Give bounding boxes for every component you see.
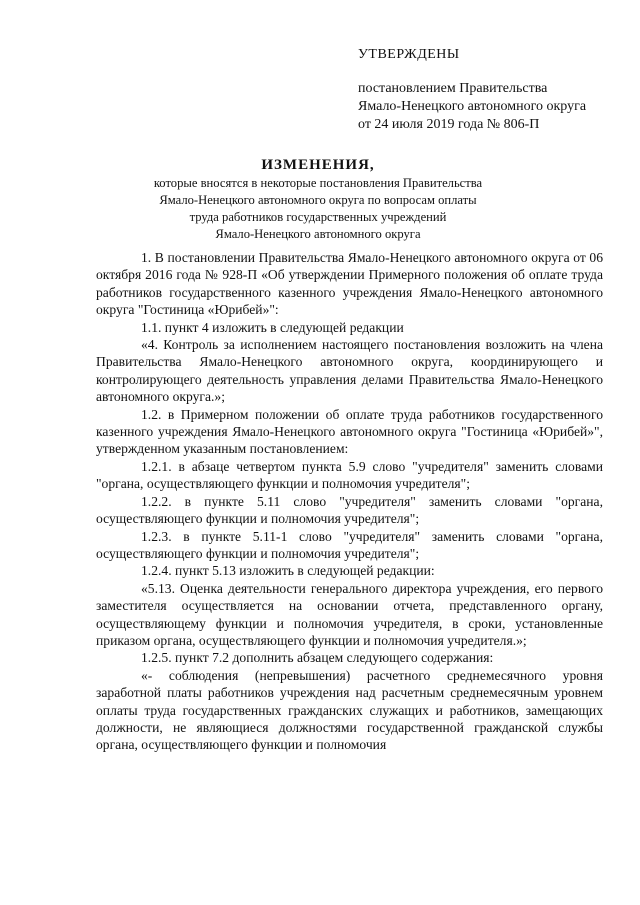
subtitle-line: труда работников государственных учреждений xyxy=(189,210,447,224)
subtitle-line: которые вносятся в некоторые постановления Правительства xyxy=(153,176,483,190)
document-body xyxy=(96,249,603,754)
paragraph: «4. Контроль за исполнением настоящего постановления возложить на члена Правительства Ямало-Ненецкого автономного округа, координирующего и контролирующего деятельность управления делами Правительства Ямало-Ненецкого автономного округа.»; xyxy=(96,337,603,405)
document-heading xyxy=(130,155,506,243)
paragraph: 1.2.5. пункт 7.2 дополнить абзацем следующего содержания: xyxy=(141,650,494,666)
approval-line: Ямало-Ненецкого автономного округа xyxy=(358,99,587,114)
approval-title: УТВЕРЖДЕНЫ xyxy=(358,47,460,62)
paragraph: 1.2.3. в пункте 5.11-1 слово "учредителя" заменить словами "органа, осуществляющего функции и полномочия учредителя"; xyxy=(96,528,603,561)
paragraph: 1.2.4. пункт 5.13 изложить в следующей редакции: xyxy=(141,563,435,579)
paragraph: 1.1. пункт 4 изложить в следующей редакции xyxy=(141,319,404,335)
approval-line: постановлением Правительства xyxy=(358,81,548,96)
approval-line: от 24 июля 2019 года № 806-П xyxy=(358,117,540,132)
subtitle-line: Ямало-Ненецкого автономного округа xyxy=(215,227,421,241)
paragraph: «- соблюдения (непревышения) расчетного среднемесячного уровня заработной платы работников учреждения над расчетным среднемесячным уровнем оплаты труда государственных гражданских служащих и работников, замещающих должности, не являющиеся должностями государственной гражданской службы органа, осуществляющего функции и полномочия xyxy=(96,667,603,753)
paragraph: 1.2.2. в пункте 5.11 слово "учредителя" заменить словами "органа, осуществляющего функции и полномочия учредителя"; xyxy=(96,493,603,527)
paragraph: 1.2. в Примерном положении об оплате труда работников государственного казенного учреждения Ямало-Ненецкого автономного округа "Гостиница «Юрибей»", утвержденном указанным постановлением: xyxy=(96,406,603,457)
paragraph: «5.13. Оценка деятельности генерального директора учреждения, его первого заместителя осуществляется на основании отчета, представленного органу, осуществляющему функции и полномочия учредителя, в сроки, установленные приказом органа, осуществляющего функции и полномочия учредителя.»; xyxy=(96,580,603,648)
paragraph: 1. В постановлении Правительства Ямало-Ненецкого автономного округа от 06 октября 2016 года № 928-П «Об утверждении Примерного положения об оплате труда работников государственного казенного учреждения Ямало-Ненецкого автономного округа "Гостиница «Юрибей»": xyxy=(96,250,603,318)
document-title: ИЗМЕНЕНИЯ, xyxy=(261,157,375,173)
paragraph: 1.2.1. в абзаце четвертом пункта 5.9 слово "учредителя" заменить словами "органа, осуществляющего функции и полномочия учредителя"; xyxy=(96,458,603,492)
approval-block xyxy=(358,46,618,134)
subtitle-line: Ямало-Ненецкого автономного округа по вопросам оплаты xyxy=(159,193,477,207)
